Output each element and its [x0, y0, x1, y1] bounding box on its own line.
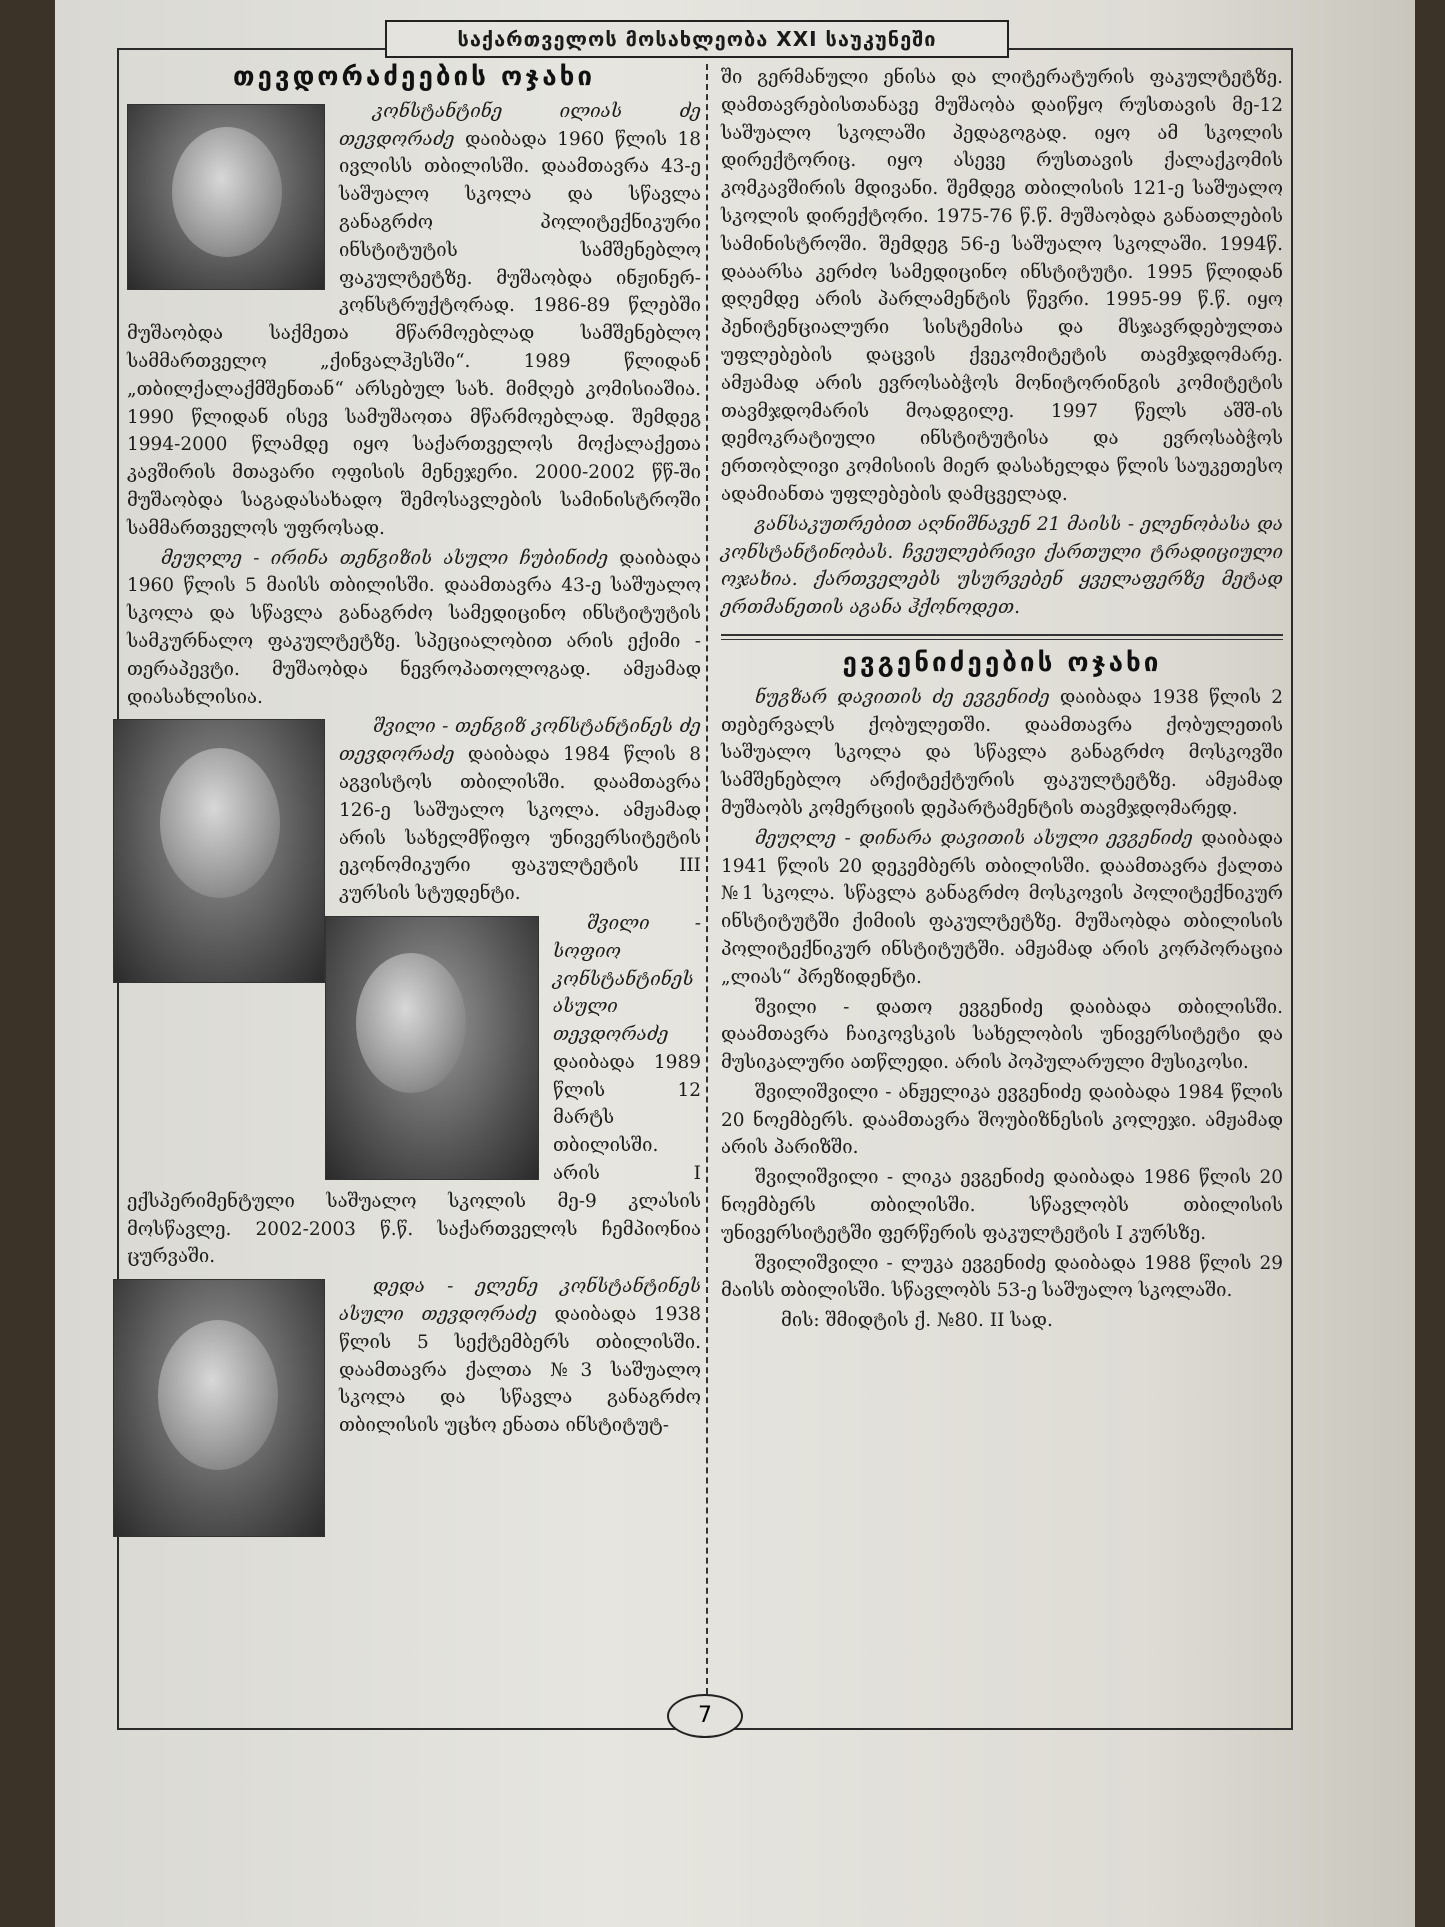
photo-konstantine: [127, 104, 325, 290]
paragraph-dato: შვილი - დათო ევგენიძე დაიბადა თბილისში. დაამთავრა ჩაიკოვსკის სახელობის უნივერსიტეტი და მუსიკალური ათწლედი. არის პოპულარული მუსიკოსი.: [721, 996, 1283, 1074]
paragraph-text: დაიბადა 1941 წლის 20 დეკემბერს თბილისში. დაამთავრა ქალთა №1 სკოლა. სწავლა განაგრძო მოსკოვის პოლიტექნიკურ ინსტიტუტში ქიმიის ფაკულტეტზე. მუშაობდა თბილისის პოლიტექნიკურ ინსტიტუტში. ამჟამად არის კორპორაცია „ლიას“ პრეზიდენტი.: [721, 827, 1283, 988]
paragraph-lika: შვილიშვილი - ლიკა ევგენიძე დაიბადა 1986 წლის 20 ნოემბერს თბილისში. სწავლობს თბილისის უნივერსიტეტში ფერწერის ფაკულტეტის I კურსზე.: [721, 1167, 1283, 1244]
left-column: [127, 64, 701, 1541]
portrait-face: [356, 953, 466, 1093]
person-name: შვილი - სოფიო კონსტანტინეს ასული თევდორაძე: [553, 912, 701, 1046]
photo-sofio: [325, 916, 539, 1180]
paragraph-anzhelika: შვილიშვილი - ანჟელიკა ევგენიძე დაიბადა 1984 წლის 20 ნოემბერს. დაამთავრა შოუბიზნესის კოლეჯი. ამჟამად არის პარიზში.: [721, 1081, 1283, 1159]
article1-title: თევდორაძეების ოჯახი: [232, 62, 596, 92]
paragraph-text: დაიბადა 1938 წლის 5 სექტემბერს თბილისში. დაამთავრა ქალთა №3 საშუალო სკოლა და სწავლა განაგრძო თბილისის უცხო ენათა ინსტიტუტ-: [339, 1304, 702, 1437]
paragraph-elene-continued: ში გერმანული ენისა და ლიტერატურის ფაკულტეტზე. დამთავრებისთანავე მუშაობა დაიწყო რუსთავის მე-12 საშუალო სკოლაში პედაგოგად. იყო ამ სკოლის დირექტორიც. იყო ასევე რუსთავის ქალაქკომის კომკავშირის მდივანი. შემდეგ თბილისის 121-ე საშუალო სკოლის დირექტორი. 1975-76 წ.წ. მუშაობდა განათლების სამინისტროში. შემდეგ 56-ე საშუალო სკოლაში. 1994წ. დააარსა კერძო სამედიცინო ინსტიტუტი. 1995 წლიდან დღემდე არის პარლამენტის წევრი. 1995-99 წ.წ. იყო პენიტენციალური სისტემისა და მსჯავრდებულთა უფლებების დაცვის ქვეკომიტეტის თავმჯდომარე. ამჟამად არის ევროსაბჭოს მონიტორინგის კომიტეტის თავმჯდომარის მოადგილე. 1997 წელს აშშ-ის დემოკრატიული ინსტიტუტისა და ევროსაბჭოს ერთობლივი კომისიის მიერ დასახელდა წლის საუკეთესო ადამიანთა უფლებების დამცველად.: [721, 67, 1283, 505]
page-header-title: საქართველოს მოსახლეობა XXI საუკუნეში: [385, 20, 1009, 58]
person-name: ნუგზარ დავითის ძე ევგენიძე: [755, 686, 1050, 708]
column-divider: [706, 64, 708, 1704]
portrait-face: [172, 127, 282, 257]
portrait-face: [160, 748, 280, 898]
paragraph-text: დაიბადა 1984 წლის 8 აგვისტოს თბილისში. დაამთავრა 126-ე საშუალო სკოლა. ამჟამად არის სახელმწიფო უნივერსიტეტის ეკონომიკური ფაკულტეტის III კურსის სტუდენტი.: [339, 744, 701, 905]
paragraph-nugzar: [721, 684, 1283, 823]
paragraph-text: დაიბადა 1989 წლის 12 მარტს თბილისში. არის I ექსპერიმენტული საშუალო სკოლის მე-9 კლასის მოსწავლე. 2002-2003 წ.წ. საქართველოს ჩემპიონია ცურვაში.: [127, 1051, 701, 1268]
photo-tengiz: [113, 719, 325, 983]
page-number: 7: [667, 1694, 743, 1738]
article-separator: [721, 634, 1283, 640]
right-column: [721, 64, 1283, 1337]
person-name: შვილი - თენგიზ კონსტანტინეს ძე თევდორაძე: [339, 716, 701, 766]
paragraph-text: დაიბადა 1960 წლის 5 მაისს თბილისში. დაამთავრა 43-ე საშუალო სკოლა და სწავლა განაგრძო სამედიცინო ინსტიტუტის სამკურნალო ფაკულტეტზე. სპეციალობით არის ექიმი - თერაპევტი. მუშაობდა ნევროპათოლოგად. ამჟამად დიასახლისია.: [127, 547, 701, 708]
paragraph-text: დაიბადა 1938 წლის 2 თებერვალს ქობულეთში. დაამთავრა ქობულეთის საშუალო სკოლა და სწავლა განაგრძო მოსკოვში სამშენებლო არქიტექტურის ფაკულტეტზე. ამჟამად მუშაობს კომერციის დეპარტამენტის თავმჯდომარედ.: [721, 686, 1284, 819]
newspaper-page: [55, 0, 1415, 1927]
paragraph-traditions: განსაკუთრებით აღნიშნავენ 21 მაისს - ელენობასა და კონსტანტინობას. ჩვეულებრივი ქართული ტრადიციული ოჯახია. ქართველებს უსურვებენ ყველაფერზე მეტად ერთმანეთის აგანა ჰქონოდეთ.: [721, 513, 1283, 619]
person-name: მეუღლე - დინარა დავითის ასული ევგენიძე: [755, 827, 1193, 849]
article2-title: ევგენიძეების ოჯახი: [842, 647, 1162, 678]
person-name: დედა - ელენე კონსტანტინეს ასული თევდორაძე: [339, 1276, 701, 1326]
portrait-face: [158, 1320, 278, 1470]
person-name: კონსტანტინე ილიას ძე თევდორაძე: [339, 100, 701, 150]
address-line: მის: შმიდტის ქ. №80. II სად.: [781, 1310, 1053, 1332]
paragraph-dinara: [721, 825, 1283, 992]
paragraph-luka: შვილიშვილი - ლუკა ევგენიძე დაიბადა 1988 წლის 29 მაისს თბილისში. სწავლობს 53-ე საშუალო სკოლაში.: [721, 1252, 1283, 1302]
person-name: მეუღლე - ირინა თენგიზის ასული ჩუბინიძე: [161, 547, 608, 569]
paragraph-text: დაიბადა 1960 წლის 18 ივლისს თბილისში. დაამთავრა 43-ე საშუალო სკოლა და სწავლა განაგრძო პოლიტექნიკური ინსტიტუტის სამშენებლო ფაკულტეტზე. მუშაობდა ინჟინერ-კონსტრუქტორად. 1986-89 წლებში მუშაობდა საქმეთა მწარმოებლად სამშენებლო სამმართველო „ქინვალჰესში“. 1989 წლიდან „თბილქალაქმშენთან“ არსებულ სახ. მიმღებ კომისიაშია. 1990 წლიდან ისევ სამუშაოთა მწარმოებლად. შემდეგ 1994-2000 წლამდე იყო საქართველოს მოქალაქეთა კავშირის მთავარი ოფისის მენეჯერი. 2000-2002 წწ-ში მუშაობდა საგადასახადო შემოსავლების სამინისტროში სამმართველოს უფროსად.: [127, 128, 701, 539]
photo-elene: [113, 1279, 325, 1537]
paragraph-irina: [127, 545, 701, 712]
